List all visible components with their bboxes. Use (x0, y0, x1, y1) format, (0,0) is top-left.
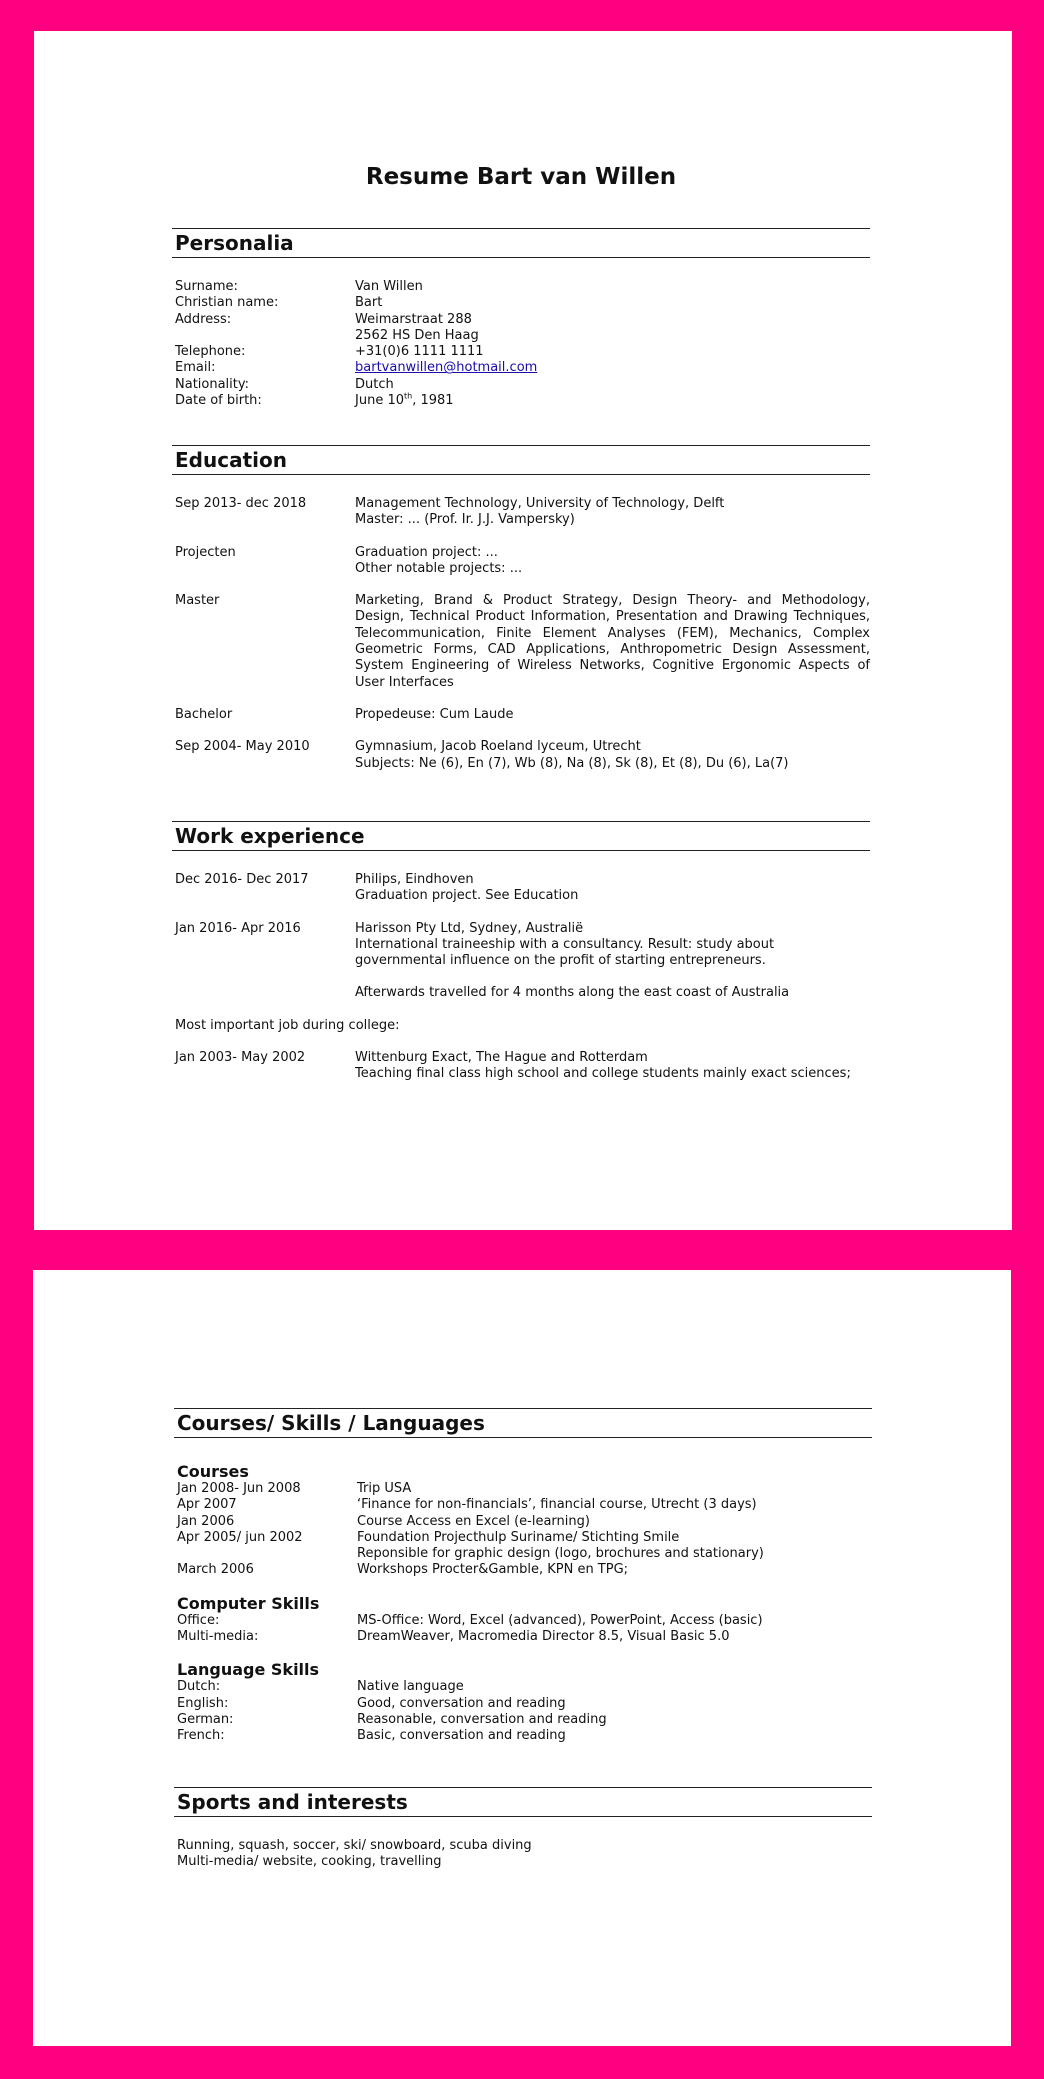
work-line: Harisson Pty Ltd, Sydney, Australië (355, 920, 584, 936)
course-date: Jan 2008- Jun 2008 (177, 1481, 301, 1496)
sports-heading: Sports and interests (174, 1787, 872, 1817)
language-name: French: (177, 1728, 225, 1744)
email-value (355, 360, 870, 376)
personal-label: Surname: (175, 279, 238, 294)
course-name: Trip USA (357, 1481, 412, 1496)
skill-value: MS-Office: Word, Excel (advanced), PowerPoint, Access (basic) (357, 1612, 763, 1628)
birth-date-year: , 1981 (412, 393, 454, 409)
work-note: Most important job during college: (175, 1017, 400, 1033)
personal-value: +31(0)6 1111 1111 (355, 344, 484, 360)
course-date: March 2006 (177, 1562, 254, 1578)
course-date (174, 1546, 357, 1562)
education-rows (172, 496, 870, 772)
education-line: Management Technology, University of Technology, Delft (355, 496, 725, 511)
language-row (174, 1696, 872, 1712)
course-row (174, 1514, 872, 1530)
course-row (174, 1497, 872, 1513)
language-level: Reasonable, conversation and reading (357, 1711, 607, 1727)
education-entry (172, 593, 870, 691)
sports-rows (174, 1838, 872, 1871)
work-line: Philips, Eindhoven (355, 872, 474, 887)
education-label: Master (175, 593, 220, 609)
personal-label: Christian name: (175, 295, 279, 311)
education-label: Sep 2004- May 2010 (175, 739, 310, 755)
birth-date-value (355, 393, 870, 409)
personal-label: Date of birth: (175, 393, 262, 409)
education-section (172, 445, 870, 772)
personal-label: Telephone: (175, 344, 246, 360)
skills-section (174, 1408, 872, 1745)
language-row (174, 1728, 872, 1744)
computer-skill-row (174, 1629, 872, 1645)
work-entry (172, 1050, 870, 1083)
skill-label: Office: (177, 1612, 220, 1628)
language-level: Basic, conversation and reading (357, 1728, 566, 1744)
work-heading: Work experience (172, 821, 870, 851)
language-level: Native language (357, 1679, 464, 1695)
course-name: Reponsible for graphic design (logo, brochures and stationary) (357, 1546, 764, 1562)
document-page-2 (33, 1270, 1011, 2046)
education-entry (172, 707, 870, 723)
personalia-rows (172, 279, 870, 409)
birth-date-suffix: th (404, 391, 413, 401)
master-courses-text: Marketing, Brand & Product Strategy, Design Theory- and Methodology, Design, Technical Product Information, Presentation and Drawing Techniques, Telecommunication, Finite Element Analyses (FEM), Mechanics, Complex Geometric Forms, CAD Applications, Anthropometric Design Assessment, System Engineering of Wireless Networks, Cognitive Ergonomic Aspects of User Interfaces (355, 593, 870, 690)
language-row (174, 1679, 872, 1695)
work-rows (172, 872, 870, 1083)
education-details (355, 496, 870, 529)
education-label: Bachelor (175, 706, 233, 722)
work-line: Teaching final class high school and college students mainly exact sciences; (355, 1066, 851, 1082)
education-details (355, 707, 870, 723)
education-heading: Education (172, 445, 870, 475)
work-details (355, 921, 870, 1002)
skill-label: Multi-media: (177, 1629, 259, 1645)
document-page-1 (34, 31, 1012, 1230)
course-row (174, 1562, 872, 1578)
work-line: Afterwards travelled for 4 months along the east coast of Australia (355, 985, 790, 1001)
course-row (174, 1530, 872, 1546)
language-skills-subheading: Language Skills (177, 1660, 320, 1680)
skill-value: DreamWeaver, Macromedia Director 8.5, Visual Basic 5.0 (357, 1629, 730, 1645)
course-date: Apr 2005/ jun 2002 (177, 1529, 303, 1545)
course-date: Jan 2006 (177, 1513, 235, 1529)
personal-row (172, 360, 870, 376)
work-line: governmental influence on the profit of starting entrepreneurs. (355, 953, 766, 969)
resume-title: Resume Bart van Willen (365, 164, 677, 190)
work-line: International traineeship with a consultancy. Result: study about (355, 936, 775, 952)
work-line: Wittenburg Exact, The Hague and Rotterdam (355, 1050, 648, 1066)
email-link[interactable]: bartvanwillen@hotmail.com (355, 360, 538, 376)
work-period: Dec 2016- Dec 2017 (175, 872, 309, 887)
work-details (355, 1050, 870, 1083)
course-date: Apr 2007 (177, 1497, 237, 1513)
language-row (174, 1712, 872, 1728)
education-details (355, 739, 870, 772)
interests-line: Multi-media/ website, cooking, travelling (177, 1854, 442, 1870)
language-level: Good, conversation and reading (357, 1695, 566, 1711)
education-entry (172, 739, 870, 772)
work-entry (172, 872, 870, 905)
education-line: Subjects: Ne (6), En (7), Wb (8), Na (8), Sk (8), Et (8), Du (6), La(7) (355, 755, 789, 771)
course-name: Foundation Projecthulp Suriname/ Stichting Smile (357, 1529, 680, 1545)
course-row (174, 1481, 872, 1497)
language-name: English: (177, 1695, 229, 1711)
personalia-heading: Personalia (172, 228, 870, 258)
skills-heading: Courses/ Skills / Languages (174, 1408, 872, 1438)
education-label: Sep 2013- dec 2018 (175, 496, 307, 511)
education-line: Master: ... (Prof. Ir. J.J. Vampersky) (355, 512, 575, 528)
work-line: Graduation project. See Education (355, 888, 579, 904)
education-line: Gymnasium, Jacob Roeland lyceum, Utrecht (355, 739, 641, 755)
education-label: Projecten (175, 544, 236, 560)
personal-row (172, 344, 870, 360)
course-row (174, 1546, 872, 1562)
skills-rows (174, 1463, 872, 1745)
education-entry (172, 496, 870, 529)
personal-label: Nationality: (175, 376, 250, 392)
interests-line: Running, squash, soccer, ski/ snowboard, scuba diving (177, 1838, 532, 1853)
personal-label: Email: (175, 360, 216, 376)
education-entry (172, 545, 870, 578)
personal-label (172, 328, 355, 344)
personal-label: Address: (175, 311, 232, 327)
personal-value: Dutch (355, 376, 394, 392)
course-name: Workshops Procter&Gamble, KPN en TPG; (357, 1562, 629, 1578)
sports-section (174, 1787, 872, 1871)
work-details (355, 872, 870, 905)
education-details (355, 545, 870, 578)
personal-row (172, 312, 870, 328)
work-period: Jan 2016- Apr 2016 (175, 920, 301, 936)
language-name: Dutch: (177, 1679, 221, 1695)
personal-row (172, 279, 870, 295)
personal-row (172, 393, 870, 409)
personal-row (172, 328, 870, 344)
personal-value: 2562 HS Den Haag (355, 327, 479, 343)
language-name: German: (177, 1711, 234, 1727)
work-entry (172, 921, 870, 1002)
personal-value: Weimarstraat 288 (355, 311, 472, 327)
personal-row (172, 377, 870, 393)
work-section (172, 821, 870, 1083)
birth-date-main: June 10 (355, 393, 404, 409)
computer-skills-subheading: Computer Skills (177, 1593, 320, 1613)
personal-value: Van Willen (355, 279, 423, 294)
courses-subheading: Courses (177, 1462, 249, 1481)
education-line: Other notable projects: ... (355, 560, 523, 576)
personal-row (172, 295, 870, 311)
personal-value: Bart (355, 295, 383, 311)
computer-skill-row (174, 1613, 872, 1629)
course-name: Course Access en Excel (e-learning) (357, 1513, 590, 1529)
education-line: Graduation project: ... (355, 544, 498, 560)
education-line: Propedeuse: Cum Laude (355, 706, 514, 722)
personalia-section (172, 228, 870, 409)
course-name: ‘Finance for non-financials’, financial course, Utrecht (3 days) (357, 1497, 757, 1513)
work-period: Jan 2003- May 2002 (175, 1050, 306, 1066)
